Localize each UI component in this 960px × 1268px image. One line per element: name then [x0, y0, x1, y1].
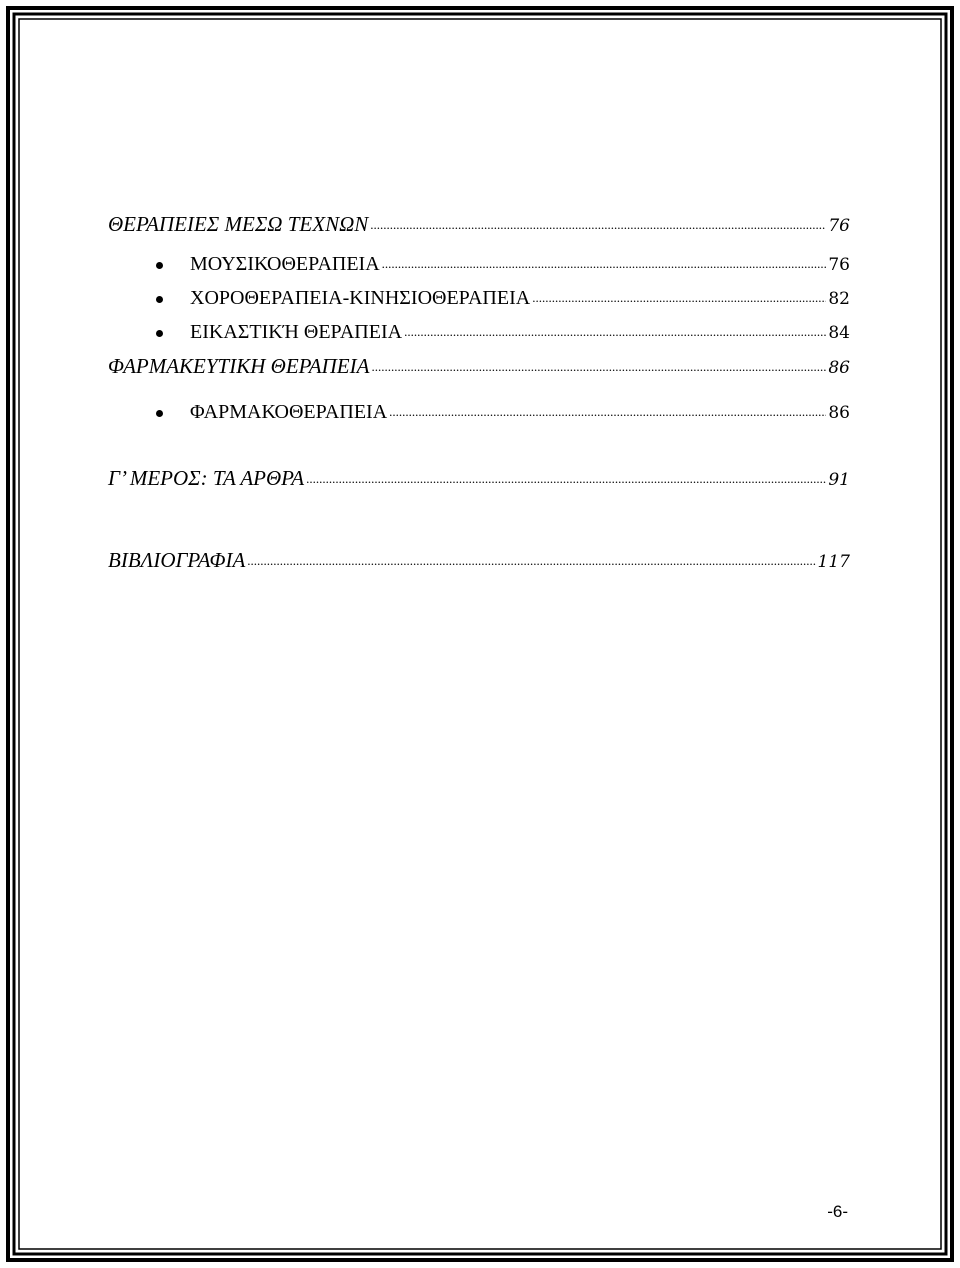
- toc-entry-page: 86: [828, 403, 850, 423]
- toc-dot-leader: [389, 398, 826, 418]
- toc-dot-leader: [532, 284, 826, 304]
- toc-entry-page: 91: [828, 470, 850, 490]
- toc-entry-page: 76: [828, 216, 850, 236]
- toc-entry-page: 82: [828, 289, 850, 309]
- toc-entry-title: ΜΟΥΣΙΚΟΘΕΡΑΠΕΙΑ: [190, 253, 380, 275]
- toc-entry-page: 117: [817, 552, 850, 572]
- toc-dot-leader: [370, 210, 826, 231]
- toc-dot-leader: [306, 464, 826, 485]
- toc-entry-title: ΘΕΡΑΠΕΙΕΣ ΜΕΣΩ ΤΕΧΝΩΝ: [108, 212, 369, 236]
- toc-entry-title: ΦΑΡΜΑΚΕΥΤΙΚΗ ΘΕΡΑΠΕΙΑ: [108, 354, 370, 378]
- toc-entry-part-c-articles[interactable]: [108, 464, 850, 504]
- toc-entry-pharmaceutical-therapy[interactable]: [108, 352, 850, 392]
- toc-dot-leader: [247, 546, 815, 567]
- table-of-contents: [108, 210, 850, 586]
- toc-entry-pharmacotherapy[interactable]: [108, 392, 850, 436]
- toc-entry-bibliography[interactable]: [108, 546, 850, 586]
- toc-entry-therapies-through-arts[interactable]: [108, 210, 850, 250]
- toc-entry-title: ΒΙΒΛΙΟΓΡΑΦΙΑ: [108, 548, 246, 572]
- toc-entry-music-therapy[interactable]: [108, 250, 850, 284]
- toc-entry-title: Γ’ ΜΕΡΟΣ: ΤΑ ΑΡΘΡΑ: [108, 466, 305, 490]
- toc-entry-page: 84: [828, 323, 850, 343]
- toc-entry-title: ΦΑΡΜΑΚΟΘΕΡΑΠΕΙΑ: [190, 401, 388, 423]
- decorative-frame: [6, 6, 954, 1262]
- toc-entry-page: 86: [828, 358, 850, 378]
- toc-entry-art-therapy[interactable]: [108, 318, 850, 352]
- toc-entry-title: ΧΟΡΟΘΕΡΑΠΕΙΑ-ΚΙΝΗΣΙΟΘΕΡΑΠΕΙΑ: [190, 287, 531, 309]
- toc-entry-page: 76: [828, 255, 850, 275]
- toc-entry-dance-movement-therapy[interactable]: [108, 284, 850, 318]
- toc-dot-leader: [371, 352, 826, 373]
- toc-dot-leader: [404, 318, 826, 338]
- page-number: -6-: [827, 1202, 848, 1221]
- toc-entry-title: ΕΙΚΑΣΤΙΚΉ ΘΕΡΑΠΕΙΑ: [190, 321, 403, 343]
- toc-dot-leader: [382, 250, 827, 270]
- page-border: [6, 6, 954, 1262]
